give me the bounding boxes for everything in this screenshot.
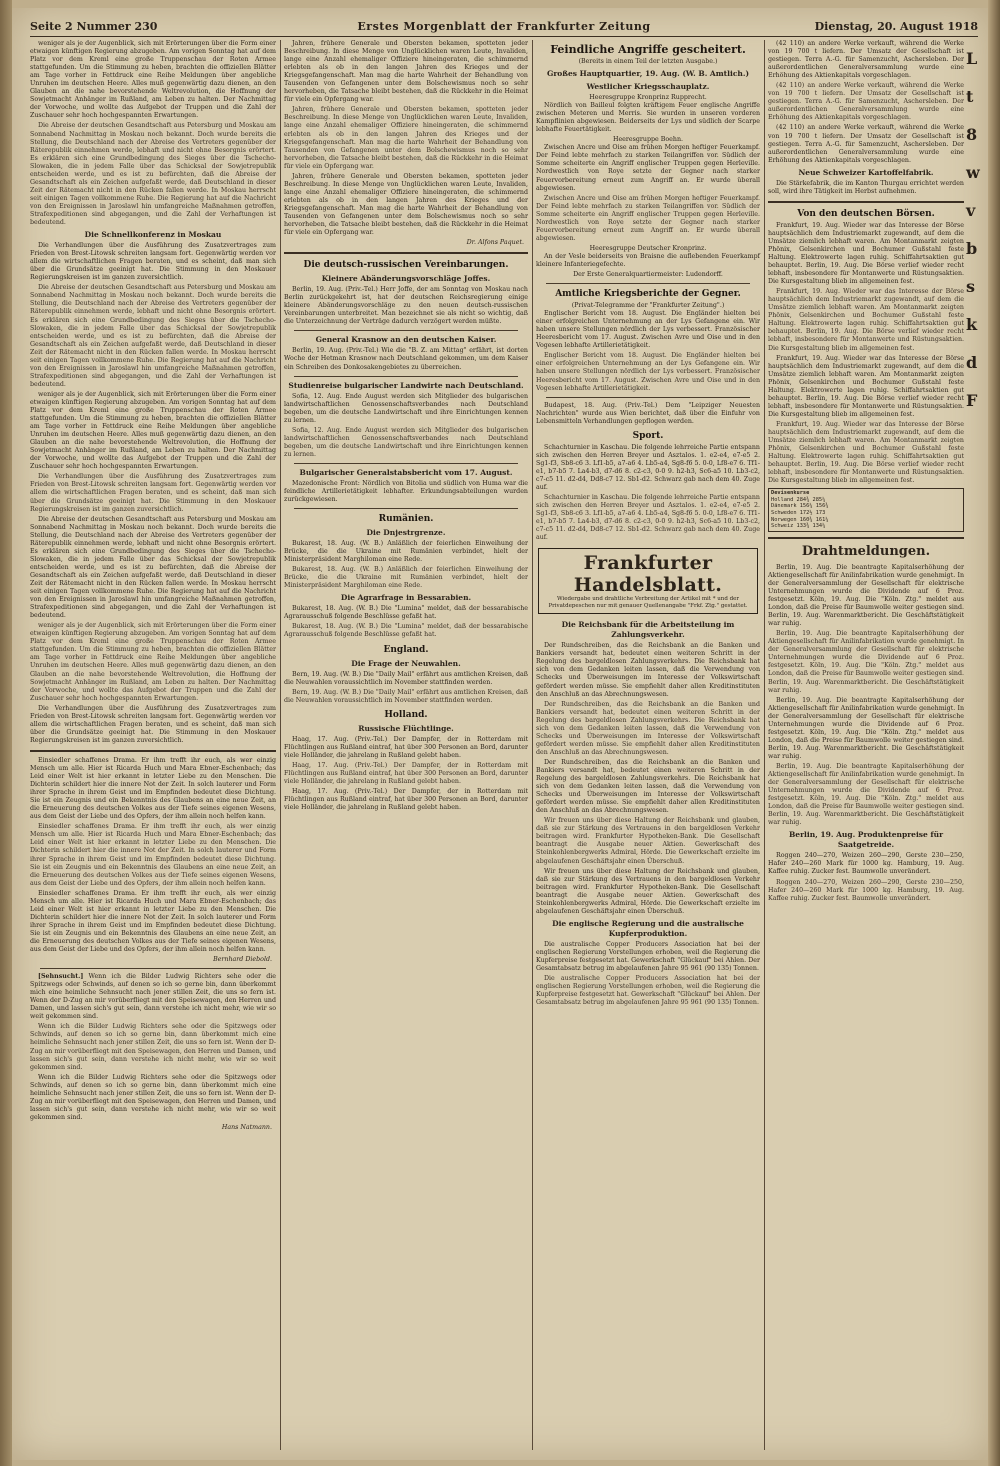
article-subheadline: Kleinere Abänderungsvorschläge Joffes. xyxy=(321,274,491,284)
divider xyxy=(40,968,266,969)
divider xyxy=(284,252,528,254)
article-text: Die Abreise der deutschen Gesandtschaft aus Petersburg und Moskau am Sonnabend Nachmittag in Moskau noch bekannt. Doch wurde bereits die Stellung, die Deutschland nach der Abreise des Vertreters gegenüber der Räterepublik einnehmen werde, lebhaft und nicht ohne Besorgnis erörtert. Es erklären sich eine Grundbedingung des Sieges über die Tschecho-Slowaken, die in jedem Falle über das Schicksal der Sowjetrepublik entscheiden werde, und es ist zu befürchten, daß die Abreise der Gesandtschaft als ein Zeichen aufgefaßt werde, daß Deutschland in dieser Zeit der Rätemacht nicht in den Rücken fallen werde. In Moskau herrscht seit einigen Tagen vollkommene Ruhe. Die Regierung hat auf die Nachricht von den Ereignissen in Jaroslawl hin umfangreiche Maßnahmen getroffen, Strafexpeditionen sind abgegangen, und die Zahl der Verhaftungen ist bedeutend. xyxy=(30,122,276,227)
section-heading: Holland. xyxy=(384,709,428,720)
feuilleton-text: Wenn ich die Bilder Ludwig Richters sehe oder die Spitzwegs oder Schwinds, auf denen so ich so gerne bin, dann überkommt mich eine heimliche Sehnsucht nach jener stillen Zeit, die uns so fern ist. Wenn der D-Zug an mir vorüberfliegt mit den Speisewagen, den Herren und Damen, und lassen sich's gut sein, dann verstehe ich nicht mehr, wie wir so weit gekommen sind. xyxy=(30,1073,276,1121)
page-number: Seite 2 Nummer 230 xyxy=(30,20,158,33)
article-text: Die Abreise der deutschen Gesandtschaft aus Petersburg und Moskau am Sonnabend Nachmittag in Moskau noch bekannt. Doch wurde bereits die Stellung, die Deutschland nach der Abreise des Vertreters gegenüber der Räterepublik einnehmen werde, lebhaft und nicht ohne Besorgnis erörtert. Es erklären sich eine Grundbedingung des Sieges über die Tschecho-Slowaken, die in jedem Falle über das Schicksal der Sowjetrepublik entscheiden werde, und es ist zu befürchten, daß die Abreise der Gesandtschaft als ein Zeichen aufgefaßt werde, daß Deutschland in dieser Zeit der Rätemacht nicht in den Rücken fallen werde. In Moskau herrscht seit einigen Tagen vollkommene Ruhe. Die Regierung hat auf die Nachricht von den Ereignissen in Jaroslawl hin umfangreiche Maßnahmen getroffen, Strafexpeditionen sind abgegangen, und die Zahl der Verhaftungen ist bedeutend. xyxy=(30,515,276,620)
army-group: Heeresgruppe Kronprinz Rupprecht. xyxy=(589,94,707,102)
article-subheadline: (Bereits in einem Teil der letzten Ausgabe.) xyxy=(578,58,718,65)
column-4 xyxy=(768,40,964,1450)
article-headline: Neue Schweizer Kartoffelfabrik. xyxy=(798,167,934,177)
author-signature: Dr. Alfons Paquet. xyxy=(466,239,524,247)
article-text: Bern, 19. Aug. (W. B.) Die "Daily Mail" erfährt aus amtlichen Kreisen, daß die Neuwahlen voraussichtlich im November stattfinden werden. xyxy=(284,670,528,686)
article-text: Die australische Copper Producers Association hat bei der englischen Regierung Vorstellungen erhoben, weil die Regierung die Kupferpreise festgesetzt hat. Gewerkschaft "Glückauf" bei Ahlen. Der Gesamtabsatz betrug im abgelaufenen Jahre 95 961 (90 135) Tonnen. xyxy=(536,940,760,972)
article-text: Haag, 17. Aug. (Priv.-Tel.) Der Dampfer, der in Rotterdam mit Flüchtlingen aus Rußland eintraf, hat über 300 Personen an Bord, darunter viele Holländer, die jahrelang in Rußland gelebt haben. xyxy=(284,735,528,759)
article-headline: Die Reichsbank für die Arbeitsteilung im Zahlungsverkehr. xyxy=(561,620,735,640)
article-subheadline: (Privat-Telegramme der "Frankfurter Zeitung".) xyxy=(571,302,725,310)
chess-text: Schachturnier in Kaschau. Die folgende lehrreiche Partie entspann sich zwischen den Herren Breyer und Asztalos. 1. e2-e4, e7-e5 2. Sg1-f3, Sb8-c6 3. Lf1-b5, a7-a6 4. Lb5-a4, Sg8-f6 5. 0-0, Lf8-e7 6. Tf1-e1, b7-b5 7. La4-b3, d7-d6 8. c2-c3, 0-0 9. h2-h3, Sc6-a5 10. Lb3-c2, c7-c5 11. d2-d4, Dd8-c7 12. Sb1-d2. Schwarz gab nach dem 40. Zuge auf. xyxy=(536,494,760,542)
market-text: Roggen 240—270, Weizen 260—290, Gerste 230—250, Hafer 240—260 Mark für 1000 kg. Hamburg, 19. Aug. Kaffee ruhig. Zucker fest. Baumwolle unverändert. xyxy=(768,852,964,876)
article-text: Sofia, 12. Aug. Ende August werden sich Mitglieder des bulgarischen landwirtschaftlichen Genossenschaftsverbandes nach Deutschland begeben, um die deutsche Landwirtschaft und ihre Einrichtungen kennen zu lernen. xyxy=(284,392,528,424)
dateline: Großes Hauptquartier, 19. Aug. (W. B. Amtlich.) xyxy=(546,69,750,79)
column-2 xyxy=(284,40,528,1450)
article-text: Wir freuen uns über diese Haltung der Reichsbank und glauben, daß sie zur Stärkung des Vertrauens in den bargeldlosen Verkehr beitragen wird. Frankfurter Hypotheken-Bank. Die Gesellschaft beantragt die Ausgabe neuer Aktien. Gewerkschaft des Steinkohlenbergwerks Admiral, Hörde. Die Gewerkschaft erzielte im abgelaufenen Geschäftsjahr einen Überschuß. xyxy=(536,867,760,915)
article-text: (42 110) an andere Werke verkauft, während die Werke von 19 700 t liefern. Der Umsatz der Gesellschaft ist gestiegen. Terra A.-G. für Samenzucht, Aschersleben. Der außerordentlichen Generalversammlung wurde eine Erhöhung des Aktienkapitals vorgeschlagen. xyxy=(768,82,964,122)
divider xyxy=(768,201,964,203)
article-text: Zwischen Ancre und Oise am frühen Morgen heftiger Feuerkampf. Der Feind lebte mehrfach zu starken Teilangriffen vor. Südlich der Somme scheiterte ein Angriff englischer Truppen gegen Herleville. Nordwestlich von Roye setzte der Gegner nach starker Feuervorbereitung erneut zum Angriff an. Er wurde überall abgewiesen. xyxy=(536,194,760,242)
front-heading: Westlicher Kriegsschauplatz. xyxy=(586,82,710,92)
article-text: Mazedonische Front: Nördlich von Bitolia und südlich von Huma war die feindliche Artillerietätigkeit lebhafter. Erkundungsabteilungen wurden zurückgewiesen. xyxy=(284,479,528,504)
column-rule xyxy=(280,40,281,1450)
article-text: weniger als je der Augenblick, sich mit Erörterungen über die Form einer etwaigen künftigen Regierung abzugeben. Am vorigen Sonntag hat auf dem Platz vor dem Kreml eine große Truppenschau der Roten Armee stattgefunden. Um die Stimmung zu heben, brachten die offiziellen Blätter am Tage vorher in Fettdruck eine Reihe Meldungen über angebliche Unruhen im deutschen Heere. Alles muß gegenwärtig dazu dienen, an den Glauben an die nahe bevorstehende Weltrevolution, die Hoffnung der Sowjetmacht Anhänger im Rußland, am Leben zu halten. Der Nachmittag der Vorwoche, und wollte das Aufgebot der Truppen und die Zahl der Zuschauer sehr hoch hochgespannten Erwartungen. xyxy=(30,622,276,702)
article-headline: Bulgarischer Generalstabsbericht vom 17. August. xyxy=(299,467,513,477)
article-text: Nördlich von Bailleul folgten kräftigem Feuer englische Angriffe zwischen Meteren und Merris. Sie wurden in unseren vorderen Kampflinien abgewiesen. Beiderseits der Lys und südlich der Scarpe lebhafte Feuertätigkeit. xyxy=(536,102,760,134)
page-edge xyxy=(988,0,1000,1466)
market-text: Frankfurt, 19. Aug. Wieder war das Interesse der Börse hauptsächlich dem Industriemarkt zugewandt, auf dem die Umsätze ziemlich lebhaft waren. Am Montanmarkt zeigten Phönix, Gelsenkirchen und Bochumer Gußstahl feste Haltung. Elektrowerte lagen ruhig. Schiffahrtsaktien gut behauptet. Berlin, 19. Aug. Die Börse verlief wieder recht lebhaft, insbesondere für Montanwerte und Rüstungsaktien. Die Kursgestaltung blieb im allgemeinen fest. xyxy=(768,354,964,418)
article-text: Die australische Copper Producers Association hat bei der englischen Regierung Vorstellungen erhoben, weil die Regierung die Kupferpreise festgesetzt hat. Gewerkschaft "Glückauf" bei Ahlen. Der Gesamtabsatz betrug im abgelaufenen Jahre 95 961 (90 135) Tonnen. xyxy=(536,975,760,1007)
article-text: Englischer Bericht vom 18. August. Die Engländer hielten bei einer erfolgreichen Unternehmung an der Lys Gefangene ein. Wir haben unsere Stellungen nördlich der Lys verbessert. Französischer Heeresbericht vom 17. August. Zwischen Avre und Oise und in den Vogesen lebhafte Artillerietätigkeit. xyxy=(536,310,760,350)
divider xyxy=(546,397,750,398)
wire-text: Berlin, 19. Aug. Die beantragte Kapitalserhöhung der Aktiengesellschaft für Anilinfabrikation wurde genehmigt. In der Generalversammlung der Gesellschaft für elektrische Unternehmungen wurde die Dividende auf 6 Proz. festgesetzt. Köln, 19. Aug. Die "Köln. Ztg." meldet aus London, daß die Preise für Baumwolle weiter gestiegen sind. Berlin, 19. Aug. Warenmarktbericht. Die Geschäftstätigkeit war ruhig. xyxy=(768,696,964,760)
army-group: Heeresgruppe Boehn. xyxy=(612,136,684,144)
chess-text: Schachturnier in Kaschau. Die folgende lehrreiche Partie entspann sich zwischen den Herren Breyer und Asztalos. 1. e2-e4, e7-e5 2. Sg1-f3, Sb8-c6 3. Lf1-b5, a7-a6 4. Lb5-a4, Sg8-f6 5. 0-0, Lf8-e7 6. Tf1-e1, b7-b5 7. La4-b3, d7-d6 8. c2-c3, 0-0 9. h2-h3, Sc6-a5 10. Lb3-c2, c7-c5 11. d2-d4, Dd8-c7 12. Sb1-d2. Schwarz gab nach dem 40. Zuge auf. xyxy=(536,443,760,491)
divider xyxy=(768,537,964,539)
article-text: An der Vesle beiderseits von Braisne die auflebenden Feuerkampf kleinere Infanteriegefechte. xyxy=(536,252,760,268)
market-text: Frankfurt, 19. Aug. Wieder war das Interesse der Börse hauptsächlich dem Industriemarkt zugewandt, auf dem die Umsätze ziemlich lebhaft waren. Am Montanmarkt zeigten Phönix, Gelsenkirchen und Bochumer Gußstahl feste Haltung. Elektrowerte lagen ruhig. Schiffahrtsaktien gut behauptet. Berlin, 19. Aug. Die Börse verlief wieder recht lebhaft, insbesondere für Montanwerte und Rüstungsaktien. Die Kursgestaltung blieb im allgemeinen fest. xyxy=(768,221,964,286)
article-headline: General Krasnow an den deutschen Kaiser. xyxy=(315,335,497,345)
masthead xyxy=(30,18,978,37)
feuilleton-heading: [Sehnsucht.] xyxy=(38,973,84,981)
newspaper-page xyxy=(12,8,988,1460)
article-headline: Die englische Regierung und die australische Kupferproduktion. xyxy=(552,918,744,938)
wire-text: Berlin, 19. Aug. Die beantragte Kapitalserhöhung der Aktiengesellschaft für Anilinfabrikation wurde genehmigt. In der Generalversammlung der Gesellschaft für elektrische Unternehmungen wurde die Dividende auf 6 Proz. festgesetzt. Köln, 19. Aug. Die "Köln. Ztg." meldet aus London, daß die Preise für Baumwolle weiter gestiegen sind. Berlin, 19. Aug. Warenmarktbericht. Die Geschäftstätigkeit war ruhig. xyxy=(768,630,964,694)
table-row: Holland 284¾ 285¼ xyxy=(771,496,826,503)
feuilleton-text: Wenn ich die Bilder Ludwig Richters sehe oder die Spitzwegs oder Schwinds, auf denen so ich so gerne bin, dann überkommt mich eine heimliche Sehnsucht nach jener stillen Zeit, die uns so fern ist. Wenn der D-Zug an mir vorüberfliegt mit den Speisewagen, den Herren und Damen, und lassen sich's gut sein, dann verstehe ich nicht mehr, wie wir so weit gekommen sind. xyxy=(30,1023,276,1071)
divider xyxy=(294,463,518,464)
feuilleton-text: Einsiedler schaffenes Drama. Er ihm trefft ihr euch, als wer einzig Mensch um alle. Hier ist Ricarda Huch und Mara Ebner-Eschenbach; das Leid einer Welt ist hier erkannt in letzter Liebe zu den Menschen. Die Dichterin schildert hier die innere Not der Zeit. In solch lauterer und Form ihrer Sprache in ihrem Geist und im Empfinden bedeutet diese Dichtung. Sie ist ein Zeugnis und ein Bekenntnis des Glaubens an eine neue Zeit, an die Erneuerung des deutschen Volkes aus der Tiefe seines eigenen Wesens, aus dem Geist der Liebe und des Opfers, der ihm allein noch helfen kann. xyxy=(30,889,276,954)
author-signature: Bernhard Diebold. xyxy=(213,956,272,964)
newspaper-title: Erstes Morgenblatt der Frankfurter Zeitung xyxy=(357,20,651,33)
table-row: Schweiz 133¾ 134¼ xyxy=(771,523,826,530)
article-text: Zwischen Ancre und Oise am frühen Morgen heftiger Feuerkampf. Der Feind lebte mehrfach zu starken Teilangriffen vor. Südlich der Somme scheiterte ein Angriff englischer Truppen gegen Herleville. Nordwestlich von Roye setzte der Gegner nach starker Feuervorbereitung erneut zum Angriff an. Er wurde überall abgewiesen. xyxy=(536,144,760,192)
feuilleton-text: Einsiedler schaffenes Drama. Er ihm trefft ihr euch, als wer einzig Mensch um alle. Hier ist Ricarda Huch und Mara Ebner-Eschenbach; das Leid einer Welt ist hier erkannt in letzter Liebe zu den Menschen. Die Dichterin schildert hier die innere Not der Zeit. In solch lauterer und Form ihrer Sprache in ihrem Geist und im Empfinden bedeutet diese Dichtung. Sie ist ein Zeugnis und ein Bekenntnis des Glaubens an eine neue Zeit, an die Erneuerung des deutschen Volkes aus der Tiefe seines eigenen Wesens, aus dem Geist der Liebe und des Opfers, der ihm allein noch helfen kann. xyxy=(30,823,276,887)
table-row: Dänemark 156¼ 156¾ xyxy=(771,503,829,510)
article-text: Bukarest, 18. Aug. (W. B.) Anläßlich der feierlichen Einweihung der Brücke, die die Ukraine mit Rumänien verbindet, hielt der Ministerpräsident Marghiloman eine Rede. xyxy=(284,540,528,564)
article-subheadline: Die Agrarfrage in Bessarabien. xyxy=(340,593,472,603)
report-signature: Der Erste Generalquartiermeister: Ludendorff. xyxy=(573,271,723,279)
article-text: Sofia, 12. Aug. Ende August werden sich Mitglieder des bulgarischen landwirtschaftlichen Genossenschaftsverbandes nach Deutschland begeben, um die deutsche Landwirtschaft und ihre Einrichtungen kennen zu lernen. xyxy=(284,426,528,458)
article-text: Jahren, frühere Generale und Obersten bekamen, spotteten jeder Beschreibung. In diese Menge von Unglücklichen waren Leute, Invaliden, lange eine Anzahl ehemaliger Offiziere hineingeraten, die schimmernd erlebten als ob in den langen Jahren des Krieges und der Kriegsgefangenschaft. Man mag die harte Wahrheit der Behandlung von Tausenden von Gefangenen unter dem Bolschewismus noch so sehr hervorheben, die Tatsache bleibt bestehen, daß die Rückkehr in die Heimat für viele ein Opfergang war. xyxy=(284,40,528,104)
section-heading: Die Schnellkonferenz in Moskau xyxy=(84,230,222,240)
column-1 xyxy=(30,40,276,1450)
article-text: weniger als je der Augenblick, sich mit Erörterungen über die Form einer etwaigen künftigen Regierung abzugeben. Am vorigen Sonntag hat auf dem Platz vor dem Kreml eine große Truppenschau der Roten Armee stattgefunden. Um die Stimmung zu heben, brachten die offiziellen Blätter am Tage vorher in Fettdruck eine Reihe Meldungen über angebliche Unruhen im deutschen Heere. Alles muß gegenwärtig dazu dienen, an den Glauben an die nahe bevorstehende Weltrevolution, die Hoffnung der Sowjetmacht Anhänger im Rußland, am Leben zu halten. Der Nachmittag der Vorwoche, und wollte das Aufgebot der Truppen und die Zahl der Zuschauer sehr hoch hochgespannten Erwartungen. xyxy=(30,40,276,120)
author-signature: Hans Natmann. xyxy=(221,1123,272,1131)
article-text: Bukarest, 18. Aug. (W. B.) Anläßlich der feierlichen Einweihung der Brücke, die die Ukraine mit Rumänien verbindet, hielt der Ministerpräsident Marghiloman eine Rede. xyxy=(284,566,528,590)
article-text: Berlin, 19. Aug. (Priv.-Tel.) Herr Joffe, der am Sonntag von Moskau nach Berlin zurückgekehrt ist, hat der deutschen Reichsregierung einige kleinere Abänderungsvorschläge zu den neuen deutsch-russischen Vereinbarungen unterbreitet. Man bezeichnet sie als nicht so wichtig, daß die Unterzeichnung der Verträge dadurch verzögert werden müßte. xyxy=(284,286,528,326)
table-row: Schweden 172½ 173 xyxy=(771,510,826,517)
section-banner-note: Wiedergabe und drahtliche Verbreitung der Artikel mit * und der Privatdepeschen nur mit genauer Quellenangabe "Frkf. Ztg." gestattet. xyxy=(548,596,748,610)
article-text: Bukarest, 18. Aug. (W. B.) Die "Lumina" meldet, daß der bessarabische Agrarausschuß folgende Beschlüsse gefaßt hat. xyxy=(284,605,528,621)
divider xyxy=(546,283,750,284)
divider xyxy=(294,376,518,377)
section-banner xyxy=(538,548,758,614)
article-text: (42 110) an andere Werke verkauft, während die Werke von 19 700 t liefern. Der Umsatz der Gesellschaft ist gestiegen. Terra A.-G. für Samenzucht, Aschersleben. Der außerordentlichen Generalversammlung wurde eine Erhöhung des Aktienkapitals vorgeschlagen. xyxy=(768,40,964,80)
article-text: Die Verhandlungen über die Ausführung des Zusatzvertrages zum Frieden von Brest-Litowsk schreiten langsam fort. Gegenwärtig werden vor allem die wirtschaftlichen Fragen beraten, und es scheint, daß man sich über die Grundsätze geeinigt hat. Die Stimmung in den Moskauer Regierungskreisen ist im ganzen zuversichtlich. xyxy=(30,242,276,282)
article-text: (42 110) an andere Werke verkauft, während die Werke von 19 700 t liefern. Der Umsatz der Gesellschaft ist gestiegen. Terra A.-G. für Samenzucht, Aschersleben. Der außerordentlichen Generalversammlung wurde eine Erhöhung des Aktienkapitals vorgeschlagen. xyxy=(768,124,964,164)
article-text: Die Verhandlungen über die Ausführung des Zusatzvertrages zum Frieden von Brest-Litowsk schreiten langsam fort. Gegenwärtig werden vor allem die wirtschaftlichen Fragen beraten, und es scheint, daß man sich über die Grundsätze geeinigt hat. Die Stimmung in den Moskauer Regierungskreisen ist im ganzen zuversichtlich. xyxy=(30,704,276,744)
article-text: Der Rundschreiben, das die Reichsbank an die Banken und Bankiers versandt hat, bedeutet einen weiteren Schritt in der Regelung des bargeldlosen Zahlungsverkehrs. Die Reichsbank hat sich von dem Gedanken leiten lassen, daß die Verwendung von Schecks und Überweisungen im Interesse der Volkswirtschaft gefördert werden müsse. Sie empfiehlt daher allen Kreditinstituten den Anschluß an das Abrechnungswesen. xyxy=(536,700,760,756)
article-subheadline: Russische Flüchtlinge. xyxy=(358,723,454,733)
column-rule xyxy=(532,40,533,1450)
article-text: Bern, 19. Aug. (W. B.) Die "Daily Mail" erfährt aus amtlichen Kreisen, daß die Neuwahlen voraussichtlich im November stattfinden werden. xyxy=(284,688,528,704)
wire-text: Berlin, 19. Aug. Die beantragte Kapitalserhöhung der Aktiengesellschaft für Anilinfabrikation wurde genehmigt. In der Generalversammlung der Gesellschaft für elektrische Unternehmungen wurde die Dividende auf 6 Proz. festgesetzt. Köln, 19. Aug. Die "Köln. Ztg." meldet aus London, daß die Preise für Baumwolle weiter gestiegen sind. Berlin, 19. Aug. Warenmarktbericht. Die Geschäftstätigkeit war ruhig. xyxy=(768,563,964,628)
article-text: Die Stärkefabrik, die im Kanton Thurgau errichtet werden soll, wird ihre Tätigkeit im Herbst aufnehmen. xyxy=(768,179,964,195)
article-text: Die Verhandlungen über die Ausführung des Zusatzvertrages zum Frieden von Brest-Litowsk schreiten langsam fort. Gegenwärtig werden vor allem die wirtschaftlichen Fragen beraten, und es scheint, daß man sich über die Grundsätze geeinigt hat. Die Stimmung in den Moskauer Regierungskreisen ist im ganzen zuversichtlich. xyxy=(30,473,276,513)
section-heading: Rumänien. xyxy=(378,514,434,525)
army-group: Heeresgruppe Deutscher Kronprinz. xyxy=(589,244,707,252)
article-text: Wir freuen uns über diese Haltung der Reichsbank und glauben, daß sie zur Stärkung des Vertrauens in den bargeldlosen Verkehr beitragen wird. Frankfurter Hypotheken-Bank. Die Gesellschaft beantragt die Ausgabe neuer Aktien. Gewerkschaft des Steinkohlenbergwerks Admiral, Hörde. Die Gewerkschaft erzielte im abgelaufenen Geschäftsjahr einen Überschuß. xyxy=(536,817,760,865)
divider xyxy=(294,330,518,331)
article-text: Der Rundschreiben, das die Reichsbank an die Banken und Bankiers versandt hat, bedeutet einen weiteren Schritt in der Regelung des bargeldlosen Zahlungsverkehrs. Die Reichsbank hat sich von dem Gedanken leiten lassen, daß die Verwendung von Schecks und Überweisungen im Interesse der Volkswirtschaft gefördert werden müsse. Sie empfiehlt daher allen Kreditinstituten den Anschluß an das Abrechnungswesen. xyxy=(536,642,760,698)
book-binding xyxy=(0,0,12,1466)
article-text: Jahren, frühere Generale und Obersten bekamen, spotteten jeder Beschreibung. In diese Menge von Unglücklichen waren Leute, Invaliden, lange eine Anzahl ehemaliger Offiziere hineingeraten, die schimmernd erlebten als ob in den langen Jahren des Krieges und der Kriegsgefangenschaft. Man mag die harte Wahrheit der Behandlung von Tausenden von Gefangenen unter dem Bolschewismus noch so sehr hervorheben, die Tatsache bleibt bestehen, daß die Rückkehr in die Heimat für viele ein Opfergang war. xyxy=(284,106,528,170)
table-title: Devisenkurse xyxy=(771,490,810,497)
divider xyxy=(30,750,276,752)
article-subheadline: Die Dnjestrgrenze. xyxy=(366,528,446,538)
article-text: Haag, 17. Aug. (Priv.-Tel.) Der Dampfer, der in Rotterdam mit Flüchtlingen aus Rußland eintraf, hat über 300 Personen an Bord, darunter viele Holländer, die jahrelang in Rußland gelebt haben. xyxy=(284,761,528,785)
section-heading: Drahtmeldungen. xyxy=(801,543,931,559)
article-headline: Die deutsch-russischen Vereinbarungen. xyxy=(303,260,509,271)
article-headline: Berlin, 19. Aug. Produktenpreise für Saatgetreide. xyxy=(788,830,944,850)
issue-date: Dienstag, 20. August 1918 xyxy=(814,20,978,33)
feuilleton-text: Einsiedler schaffenes Drama. Er ihm trefft ihr euch, als wer einzig Mensch um alle. Hier ist Ricarda Huch und Mara Ebner-Eschenbach; das Leid einer Welt ist hier erkannt in letzter Liebe zu den Menschen. Die Dichterin schildert hier die innere Not der Zeit. In solch lauterer und Form ihrer Sprache in ihrem Geist und im Empfinden bedeutet diese Dichtung. Sie ist ein Zeugnis und ein Bekenntnis des Glaubens an eine neue Zeit, an die Erneuerung des deutschen Volkes aus der Tiefe seines eigenen Wesens, aus dem Geist der Liebe und des Opfers, der ihm allein noch helfen kann. xyxy=(30,756,276,821)
section-heading: Sport. xyxy=(632,430,664,441)
article-headline: Amtliche Kriegsberichte der Gegner. xyxy=(555,289,741,300)
exchange-rate-table xyxy=(768,488,964,532)
adjacent-page-fragment: L t 8 w v b s k d F xyxy=(966,49,980,410)
article-text: Budapest, 18. Aug. (Priv.-Tel.) Dem "Leipziger Neuesten Nachrichten" wurde aus Wien berichtet, daß über die Einfuhr von Lebensmitteln Verhandlungen gepflogen werden. xyxy=(536,401,760,425)
market-text: Frankfurt, 19. Aug. Wieder war das Interesse der Börse hauptsächlich dem Industriemarkt zugewandt, auf dem die Umsätze ziemlich lebhaft waren. Am Montanmarkt zeigten Phönix, Gelsenkirchen und Bochumer Gußstahl feste Haltung. Elektrowerte lagen ruhig. Schiffahrtsaktien gut behauptet. Berlin, 19. Aug. Die Börse verlief wieder recht lebhaft, insbesondere für Montanwerte und Rüstungsaktien. Die Kursgestaltung blieb im allgemeinen fest. xyxy=(768,288,964,352)
feuilleton-text: Wenn ich die Bilder Ludwig Richters sehe oder die Spitzwegs oder Schwinds, auf denen so ich so gerne bin, dann überkommt mich eine heimliche Sehnsucht nach jener stillen Zeit, die uns so fern ist. Wenn der D-Zug an mir vorüberfliegt mit den Speisewagen, den Herren und Damen, und lassen sich's gut sein, dann verstehe ich nicht mehr, wie wir so weit gekommen sind. xyxy=(30,973,276,1021)
column-rule xyxy=(764,40,765,1450)
article-text: Bukarest, 18. Aug. (W. B.) Die "Lumina" meldet, daß der bessarabische Agrarausschuß folgende Beschlüsse gefaßt hat. xyxy=(284,623,528,639)
article-headline: Feindliche Angriffe gescheitert. xyxy=(550,43,746,56)
market-text: Frankfurt, 19. Aug. Wieder war das Interesse der Börse hauptsächlich dem Industriemarkt zugewandt, auf dem die Umsätze ziemlich lebhaft waren. Am Montanmarkt zeigten Phönix, Gelsenkirchen und Bochumer Gußstahl feste Haltung. Elektrowerte lagen ruhig. Schiffahrtsaktien gut behauptet. Berlin, 19. Aug. Die Börse verlief wieder recht lebhaft, insbesondere für Montanwerte und Rüstungsaktien. Die Kursgestaltung blieb im allgemeinen fest. xyxy=(768,420,964,485)
divider xyxy=(294,508,518,509)
article-text: Haag, 17. Aug. (Priv.-Tel.) Der Dampfer, der in Rotterdam mit Flüchtlingen aus Rußland eintraf, hat über 300 Personen an Bord, darunter viele Holländer, die jahrelang in Rußland gelebt haben. xyxy=(284,788,528,812)
article-text: Die Abreise der deutschen Gesandtschaft aus Petersburg und Moskau am Sonnabend Nachmittag in Moskau noch bekannt. Doch wurde bereits die Stellung, die Deutschland nach der Abreise des Vertreters gegenüber der Räterepublik einnehmen werde, lebhaft und nicht ohne Besorgnis erörtert. Es erklären sich eine Grundbedingung des Sieges über die Tschecho-Slowaken, die in jedem Falle über das Schicksal der Sowjetrepublik entscheiden werde, und es ist zu befürchten, daß die Abreise der Gesandtschaft als ein Zeichen aufgefaßt werde, daß Deutschland in dieser Zeit der Rätemacht nicht in den Rücken fallen werde. In Moskau herrscht seit einigen Tagen vollkommene Ruhe. Die Regierung hat auf die Nachricht von den Ereignissen in Jaroslawl hin umfangreiche Maßnahmen getroffen, Strafexpeditionen sind abgegangen, und die Zahl der Verhaftungen ist bedeutend. xyxy=(30,284,276,388)
column-3 xyxy=(536,40,760,1450)
article-text: Berlin, 19. Aug. (Priv.-Tel.) Wie die "B. Z. am Mittag" erfährt, ist dorten Woche der Hetman Krasnow nach Deutschland gekommen, um dem Kaiser ein Schreiben des Donkosakengebietes zu überreichen. xyxy=(284,347,528,371)
table-row: Norwegen 160¾ 161¼ xyxy=(771,516,829,523)
section-banner-title: Frankfurter Handelsblatt. xyxy=(573,552,723,597)
section-heading: England. xyxy=(383,644,429,655)
section-heading: Von den deutschen Börsen. xyxy=(797,208,935,219)
market-text: Roggen 240—270, Weizen 260—290, Gerste 230—250, Hafer 240—260 Mark für 1000 kg. Hamburg, 19. Aug. Kaffee ruhig. Zucker fest. Baumwolle unverändert. xyxy=(768,878,964,902)
wire-text: Berlin, 19. Aug. Die beantragte Kapitalserhöhung der Aktiengesellschaft für Anilinfabrikation wurde genehmigt. In der Generalversammlung der Gesellschaft für elektrische Unternehmungen wurde die Dividende auf 6 Proz. festgesetzt. Köln, 19. Aug. Die "Köln. Ztg." meldet aus London, daß die Preise für Baumwolle weiter gestiegen sind. Berlin, 19. Aug. Warenmarktbericht. Die Geschäftstätigkeit war ruhig. xyxy=(768,762,964,827)
article-text: Der Rundschreiben, das die Reichsbank an die Banken und Bankiers versandt hat, bedeutet einen weiteren Schritt in der Regelung des bargeldlosen Zahlungsverkehrs. Die Reichsbank hat sich von dem Gedanken leiten lassen, daß die Verwendung von Schecks und Überweisungen im Interesse der Volkswirtschaft gefördert werden müsse. Sie empfiehlt daher allen Kreditinstituten den Anschluß an das Abrechnungswesen. xyxy=(536,758,760,815)
article-headline: Studienreise bulgarischer Landwirte nach Deutschland. xyxy=(288,380,524,390)
article-text: Englischer Bericht vom 18. August. Die Engländer hielten bei einer erfolgreichen Unternehmung an der Lys Gefangene ein. Wir haben unsere Stellungen nördlich der Lys verbessert. Französischer Heeresbericht vom 17. August. Zwischen Avre und Oise und in den Vogesen lebhafte Artillerietätigkeit. xyxy=(536,352,760,392)
article-text: Jahren, frühere Generale und Obersten bekamen, spotteten jeder Beschreibung. In diese Menge von Unglücklichen waren Leute, Invaliden, lange eine Anzahl ehemaliger Offiziere hineingeraten, die schimmernd erlebten als ob in den langen Jahren des Krieges und der Kriegsgefangenschaft. Man mag die harte Wahrheit der Behandlung von Tausenden von Gefangenen unter dem Bolschewismus noch so sehr hervorheben, die Tatsache bleibt bestehen, daß die Rückkehr in die Heimat für viele ein Opfergang war. xyxy=(284,172,528,237)
article-text: weniger als je der Augenblick, sich mit Erörterungen über die Form einer etwaigen künftigen Regierung abzugeben. Am vorigen Sonntag hat auf dem Platz vor dem Kreml eine große Truppenschau der Roten Armee stattgefunden. Um die Stimmung zu heben, brachten die offiziellen Blätter am Tage vorher in Fettdruck eine Reihe Meldungen über angebliche Unruhen im deutschen Heere. Alles muß gegenwärtig dazu dienen, an den Glauben an die nahe bevorstehende Weltrevolution, die Hoffnung der Sowjetmacht Anhänger im Rußland, am Leben zu halten. Der Nachmittag der Vorwoche, und wollte das Aufgebot der Truppen und die Zahl der Zuschauer sehr hoch hochgespannten Erwartungen. xyxy=(30,390,276,471)
article-subheadline: Die Frage der Neuwahlen. xyxy=(351,658,461,668)
